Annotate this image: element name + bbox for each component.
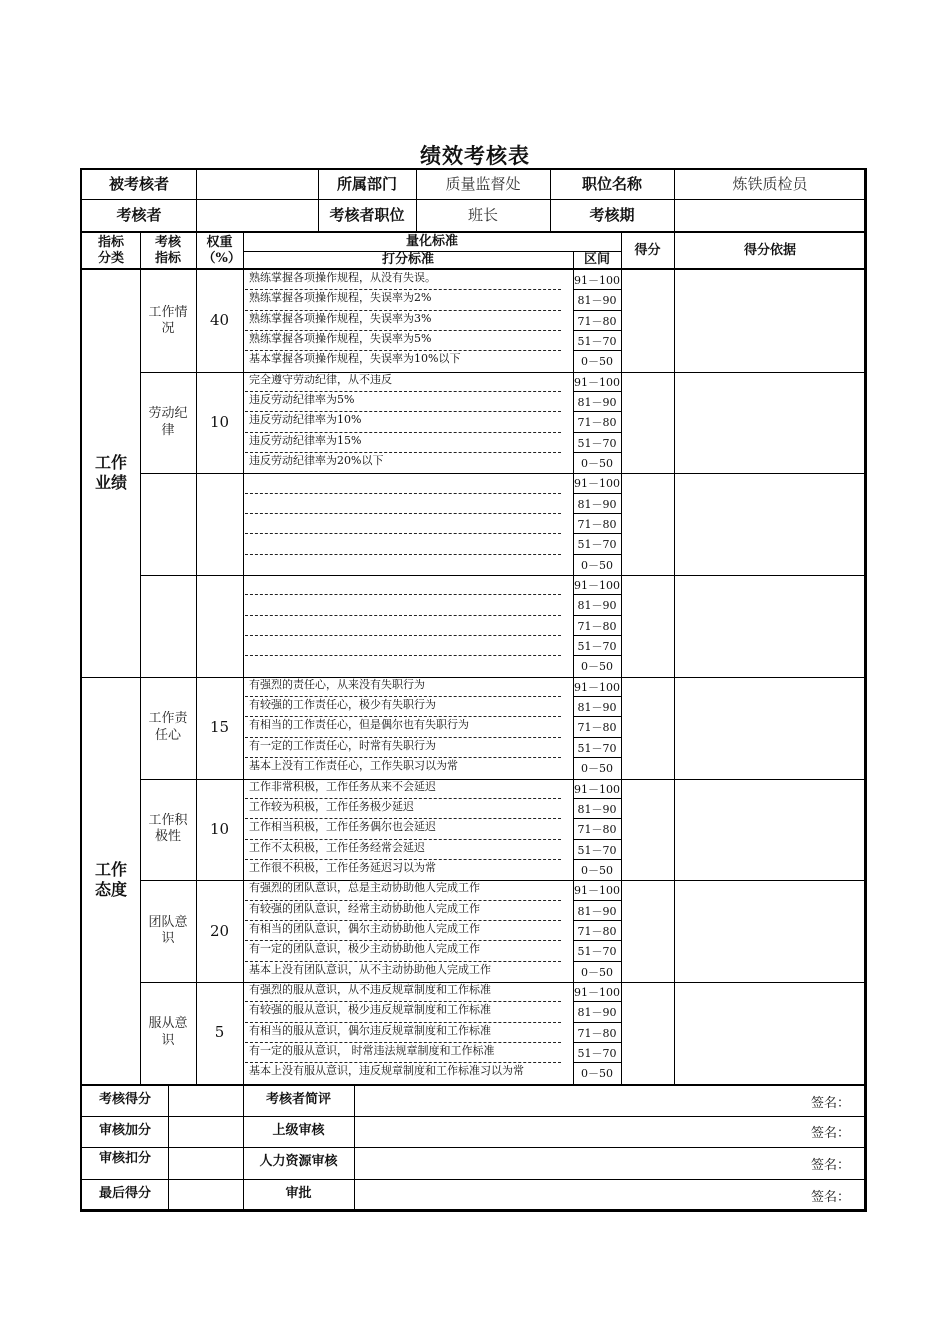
- range-text: 51－70: [577, 436, 617, 450]
- label-evaluatee: 被考核者: [108, 175, 169, 194]
- signature-field[interactable]: 签名：: [810, 1157, 850, 1173]
- indicator-cell: 劳动纪律: [148, 406, 188, 438]
- range-text: 81－90: [577, 802, 617, 816]
- weight-cell: [196, 575, 243, 677]
- col-category: 指标分类: [97, 234, 124, 266]
- range-text: 71－80: [577, 314, 617, 328]
- criteria-text: 工作非常积极，工作任务从来不会延迟: [249, 779, 436, 793]
- range-text: 51－70: [577, 335, 617, 349]
- criteria-text: 有强烈的责任心，从来没有失职行为: [249, 677, 425, 691]
- range-text: 51－70: [577, 538, 617, 552]
- range-text: 91－100: [574, 680, 620, 694]
- score-cell[interactable]: [621, 270, 674, 372]
- signature-field[interactable]: 签名：: [810, 1126, 850, 1142]
- field-evaluator[interactable]: [196, 199, 318, 231]
- field-evaluatee[interactable]: [196, 170, 318, 199]
- footer-value[interactable]: [168, 1116, 243, 1147]
- criteria-text: 基本上没有团队意识，从不主动协助他人完成工作: [249, 962, 491, 976]
- criteria-text: 熟练掌握各项操作规程，失误率为2%: [249, 291, 432, 305]
- range-text: 91－100: [574, 782, 620, 796]
- col-basis: 得分依据: [743, 242, 796, 258]
- range-text: 0－50: [581, 660, 613, 674]
- criteria-text: 基本掌握各项操作规程，失误率为10%以下: [249, 352, 461, 366]
- score-cell[interactable]: [621, 880, 674, 982]
- range-text: 51－70: [577, 1046, 617, 1060]
- range-text: 81－90: [577, 1006, 617, 1020]
- criteria-text: 有强烈的服从意识，从不违反规章制度和工作标准: [249, 982, 491, 996]
- basis-cell[interactable]: [674, 779, 866, 881]
- criteria-text: 有一定的团队意识，极少主动协助他人完成工作: [249, 942, 480, 956]
- footer-label: 考核得分: [98, 1092, 151, 1108]
- range-text: 91－100: [574, 884, 620, 898]
- criteria-text: 熟练掌握各项操作规程，从没有失误。: [249, 271, 436, 284]
- criteria-text: 有相当的团队意识，偶尔主动协助他人完成工作: [249, 921, 480, 935]
- label-period: 考核期: [589, 205, 635, 224]
- weight-cell: 10: [209, 413, 230, 432]
- field-period[interactable]: [674, 199, 866, 231]
- weight-cell: 15: [209, 718, 230, 737]
- criteria-text: 违反劳动纪律率为15%: [249, 433, 362, 447]
- range-text: 81－90: [577, 294, 617, 308]
- range-text: 91－100: [574, 375, 620, 389]
- score-cell[interactable]: [621, 372, 674, 474]
- indicator-cell: [140, 473, 196, 575]
- range-text: 71－80: [577, 924, 617, 938]
- criteria-text: 工作很不积极，工作任务延迟习以为常: [249, 860, 436, 874]
- range-text: 0－50: [581, 457, 613, 471]
- range-text: 81－90: [577, 701, 617, 715]
- criteria-text: 完全遵守劳动纪律，从不违反: [249, 372, 392, 386]
- range-text: 71－80: [577, 1026, 617, 1040]
- col-quant: 量化标准: [405, 233, 458, 249]
- weight-cell: 20: [209, 921, 230, 940]
- range-text: 71－80: [577, 721, 617, 735]
- basis-cell[interactable]: [674, 880, 866, 982]
- range-text: 91－100: [574, 985, 620, 999]
- criteria-text: 熟练掌握各项操作规程，失误率为3%: [249, 311, 432, 325]
- footer-review-label: 审批: [285, 1186, 312, 1202]
- range-text: 0－50: [581, 965, 613, 979]
- footer-review-label: 考核者简评: [265, 1092, 331, 1108]
- footer-label: 最后得分: [98, 1186, 151, 1202]
- indicator-cell: 工作积极性: [148, 813, 188, 845]
- range-text: 0－50: [581, 762, 613, 776]
- label-evaluator-position: 考核者职位: [329, 205, 405, 224]
- criteria-text: 基本上没有工作责任心，工作失职习以为常: [249, 759, 458, 773]
- range-text: 51－70: [577, 640, 617, 654]
- criteria-text: 工作相当积极，工作任务偶尔也会延迟: [249, 820, 436, 834]
- label-position: 职位名称: [581, 175, 642, 194]
- indicator-cell: 服从意识: [148, 1016, 188, 1048]
- range-text: 0－50: [581, 1067, 613, 1081]
- score-cell[interactable]: [621, 982, 674, 1084]
- basis-cell[interactable]: [674, 473, 866, 575]
- footer-review-label: 上级审核: [272, 1122, 325, 1138]
- col-range: 区间: [583, 251, 610, 267]
- category-cell: 工作业绩: [94, 453, 127, 493]
- score-cell[interactable]: [621, 677, 674, 779]
- col-score: 得分: [634, 242, 661, 258]
- category-cell: 工作态度: [94, 860, 127, 900]
- indicator-cell: [140, 575, 196, 677]
- signature-field[interactable]: 签名：: [810, 1095, 850, 1111]
- footer-value[interactable]: [168, 1179, 243, 1211]
- criteria-text: 违反劳动纪律率为20%以下: [249, 454, 384, 468]
- range-text: 71－80: [577, 823, 617, 837]
- field-evaluator-position[interactable]: 班长: [467, 205, 498, 224]
- criteria-text: 有强烈的团队意识，总是主动协助他人完成工作: [249, 881, 480, 895]
- indicator-cell: 团队意识: [148, 914, 188, 947]
- range-text: 71－80: [577, 518, 617, 532]
- criteria-text: 有较强的团队意识，经常主动协助他人完成工作: [249, 901, 480, 915]
- weight-cell: 5: [214, 1023, 225, 1042]
- criteria-text: 有较强的工作责任心，极少有失职行为: [249, 698, 436, 712]
- basis-cell[interactable]: [674, 677, 866, 779]
- range-text: 51－70: [577, 945, 617, 959]
- col-weight: 权重（%）: [202, 234, 241, 266]
- signature-field[interactable]: 签名：: [810, 1189, 850, 1205]
- weight-cell: 40: [209, 311, 230, 330]
- score-cell[interactable]: [621, 779, 674, 881]
- score-cell[interactable]: [621, 473, 674, 575]
- criteria-text: 基本上没有服从意识，违反规章制度和工作标准习以为常: [249, 1064, 524, 1078]
- range-text: 91－100: [574, 477, 620, 491]
- col-criteria: 打分标准: [381, 251, 434, 267]
- footer-value[interactable]: [168, 1086, 243, 1116]
- basis-cell[interactable]: [674, 575, 866, 677]
- range-text: 51－70: [577, 843, 617, 857]
- col-indicator: 考核指标: [154, 234, 181, 266]
- label-department: 所属部门: [336, 175, 397, 194]
- range-text: 81－90: [577, 904, 617, 918]
- criteria-text: 有相当的服从意识，偶尔违反规章制度和工作标准: [249, 1023, 491, 1037]
- range-text: 71－80: [577, 416, 617, 430]
- page-title: 绩效考核表: [420, 143, 530, 168]
- weight-cell: [196, 473, 243, 575]
- evaluation-form: [80, 168, 867, 1212]
- footer-review-label: 人力资源审核: [259, 1154, 338, 1170]
- range-text: 0－50: [581, 355, 613, 369]
- range-text: 91－100: [574, 579, 620, 593]
- range-text: 91－100: [574, 274, 620, 287]
- criteria-text: 熟练掌握各项操作规程，失误率为5%: [249, 332, 432, 346]
- criteria-text: 有一定的服从意识， 时常违法规章制度和工作标准: [249, 1043, 495, 1057]
- footer-label: 审核加分: [98, 1122, 151, 1138]
- range-text: 81－90: [577, 497, 617, 511]
- range-text: 0－50: [581, 558, 613, 572]
- footer-label: 审核扣分: [98, 1150, 151, 1166]
- range-text: 71－80: [577, 619, 617, 633]
- criteria-text: 有较强的服从意识，极少违反规章制度和工作标准: [249, 1003, 491, 1017]
- basis-cell[interactable]: [674, 270, 866, 372]
- criteria-text: 有一定的工作责任心，时常有失职行为: [249, 738, 436, 752]
- criteria-text: 工作较为积极，工作任务极少延迟: [249, 799, 414, 813]
- criteria-text: 违反劳动纪律率为10%: [249, 413, 362, 427]
- range-text: 51－70: [577, 741, 617, 755]
- range-text: 81－90: [577, 396, 617, 410]
- range-text: 81－90: [577, 599, 617, 613]
- basis-cell[interactable]: [674, 372, 866, 474]
- field-department[interactable]: 质量监督处: [445, 175, 521, 194]
- score-cell[interactable]: [621, 575, 674, 677]
- criteria-text: 有相当的工作责任心，但是偶尔也有失职行为: [249, 718, 469, 732]
- footer-value[interactable]: [168, 1147, 243, 1179]
- weight-cell: 10: [209, 819, 230, 838]
- criteria-text: 工作不太积极，工作任务经常会延迟: [249, 840, 425, 854]
- indicator-cell: 工作情况: [148, 304, 188, 336]
- range-text: 0－50: [581, 863, 613, 877]
- label-evaluator: 考核者: [116, 205, 162, 224]
- indicator-cell: 工作责任心: [148, 711, 188, 743]
- basis-cell[interactable]: [674, 982, 866, 1084]
- criteria-text: 违反劳动纪律率为5%: [249, 393, 355, 407]
- field-position[interactable]: 炼铁质检员: [732, 175, 808, 194]
